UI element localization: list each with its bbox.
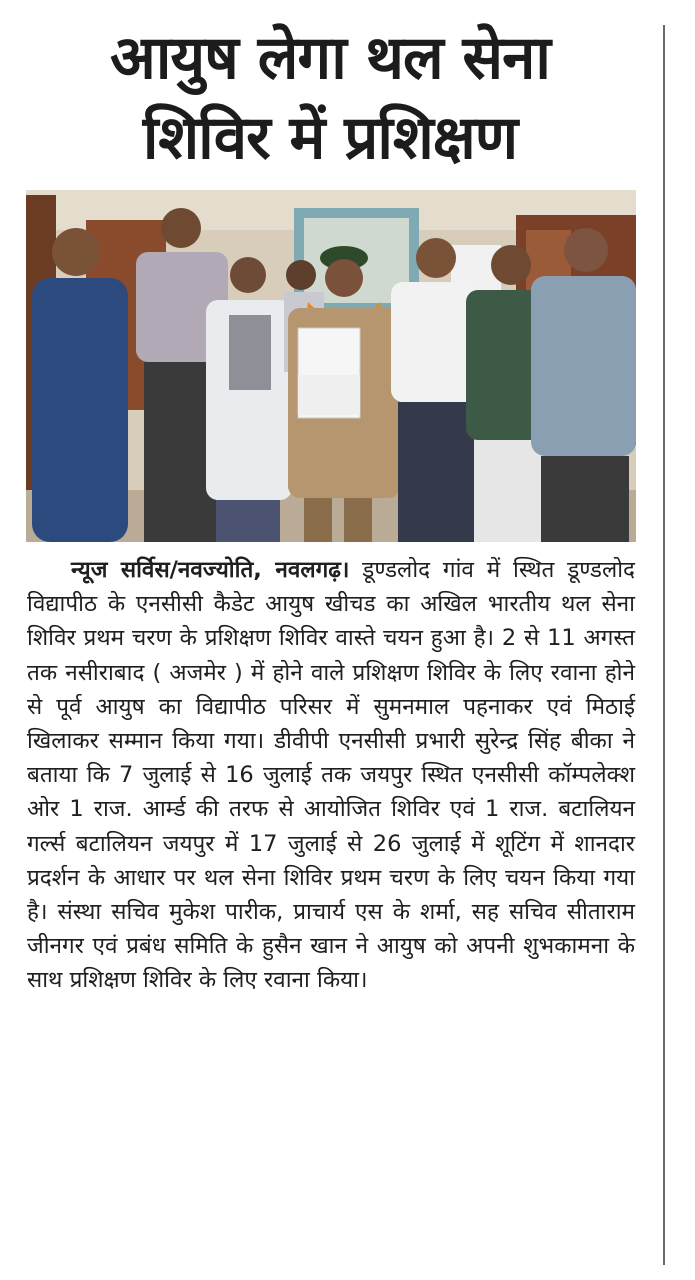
article-text: डूण्डलोद गांव में स्थित डूण्डलोद विद्यापीठ के एनसीसी कैडेट आयुष खीचड का अखिल भारतीय थल सेना शिविर प्रथम चरण के प्रशिक्षण शिविर वास्ते चयन हुआ है। 2 से 11 अगस्त तक नसीराबाद ( अजमेर ) में होने वाले प्रशिक्षण शिविर के लिए रवाना होने से पूर्व आयुष का विद्यापीठ परिसर में सुमनमाल पहनाकर एवं मिठाई खिलाकर सम्मान किया गया। डीवीपी एनसीसी प्रभारी सुरेन्द्र सिंह बीका ने बताया कि 7 जुलाई से 16 जुलाई तक जयपुर स्थित एनसीसी कॉम्पलेक्श ओर 1 राज. आर्म्ड की तरफ से आयोजित शिविर एवं 1 राज. बटालियन गर्ल्स बटालियन जयपुर में 17 जुलाई से 26 जुलाई में शूटिंग में शानदार प्रदर्शन के आधार पर थल सेना शिविर प्रथम चरण के लिए चयन किया गया है। संस्था सचिव मुकेश पारीक, प्राचार्य एस के शर्मा, सह सचिव सीताराम जीनगर एवं प्रबंध समिति के हुसैन खान ने आयुष को अपनी शुभकामना के साथ प्रशिक्षण शिविर के लिए रवाना किया। xyxy=(27,557,635,994)
column-rule xyxy=(663,25,665,1265)
news-photo xyxy=(26,190,636,542)
article-body xyxy=(27,553,635,998)
headline xyxy=(20,18,640,178)
headline-line-2: शिविर में प्रशिक्षण xyxy=(142,103,518,173)
dateline: न्यूज सर्विस/नवज्योति, नवलगढ़। xyxy=(71,557,350,583)
headline-line-1: आयुष लेगा थल सेना xyxy=(110,23,550,93)
